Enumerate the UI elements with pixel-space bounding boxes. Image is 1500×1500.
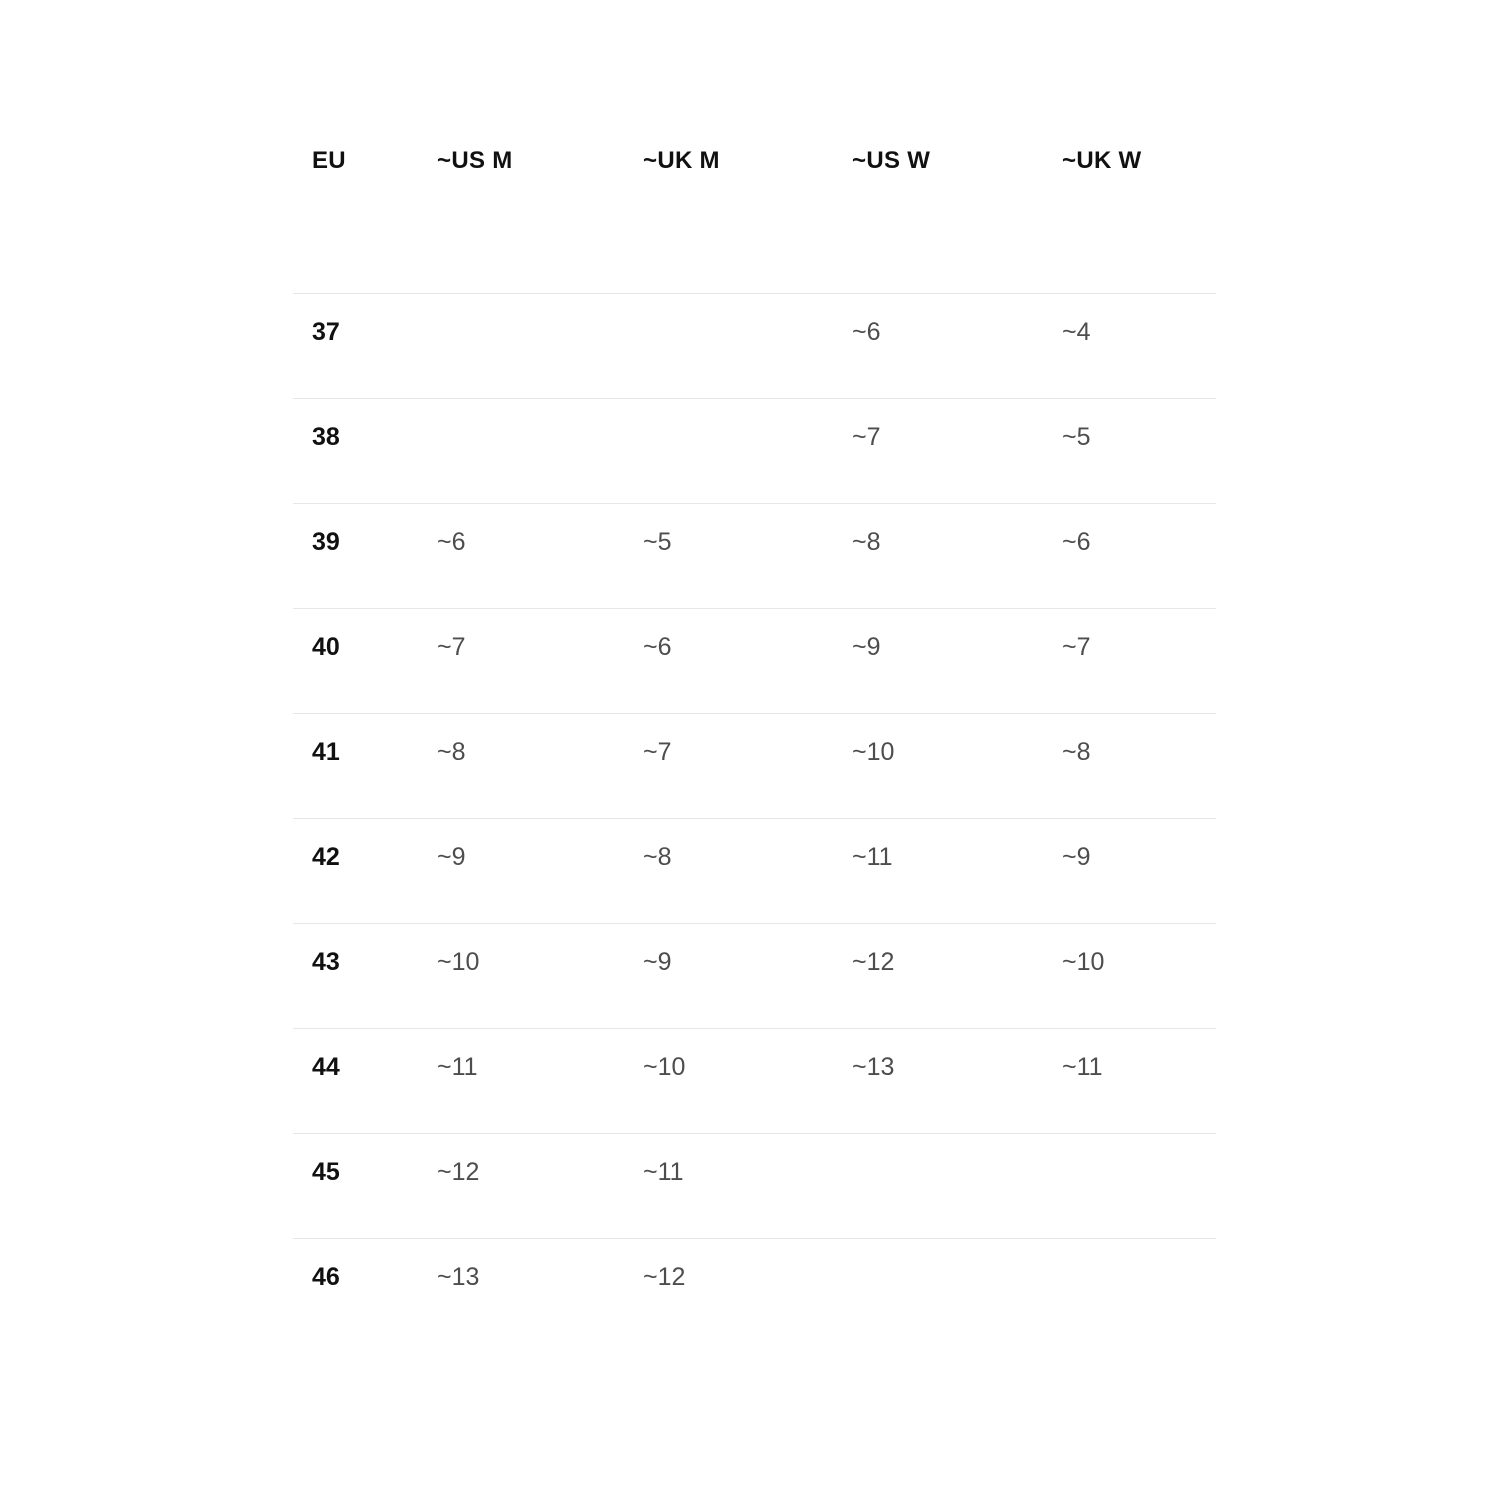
table-row <box>293 398 1216 503</box>
cell-us-w <box>852 1133 1062 1238</box>
column-header-us-w: ~US W <box>852 147 931 174</box>
cell-uk-m <box>643 293 852 398</box>
cell-us-m <box>437 293 643 398</box>
column-header-eu: EU <box>312 147 346 174</box>
cell-eu-size: 45 <box>293 1133 437 1238</box>
header-row <box>293 147 1216 293</box>
cell-us-m: ~12 <box>437 1133 643 1238</box>
cell-eu-size: 41 <box>293 713 437 818</box>
cell-uk-m: ~6 <box>643 608 852 713</box>
size-conversion-table <box>293 147 1216 1343</box>
cell-uk-w <box>1062 1238 1216 1343</box>
cell-uk-m: ~5 <box>643 503 852 608</box>
cell-uk-w: ~11 <box>1062 1028 1216 1133</box>
cell-us-m <box>437 398 643 503</box>
cell-eu-size: 46 <box>293 1238 437 1343</box>
cell-us-m: ~6 <box>437 503 643 608</box>
cell-us-w: ~10 <box>852 713 1062 818</box>
cell-us-m: ~8 <box>437 713 643 818</box>
cell-us-w: ~7 <box>852 398 1062 503</box>
table-row <box>293 293 1216 398</box>
cell-uk-w: ~10 <box>1062 923 1216 1028</box>
cell-us-w: ~11 <box>852 818 1062 923</box>
cell-eu-size: 37 <box>293 293 437 398</box>
cell-uk-m: ~8 <box>643 818 852 923</box>
cell-uk-m: ~7 <box>643 713 852 818</box>
cell-us-m: ~10 <box>437 923 643 1028</box>
column-header-us-m: ~US M <box>437 147 513 174</box>
cell-uk-w: ~7 <box>1062 608 1216 713</box>
cell-uk-w <box>1062 1133 1216 1238</box>
table-row <box>293 1238 1216 1343</box>
table-row <box>293 1028 1216 1133</box>
cell-us-w <box>852 1238 1062 1343</box>
cell-uk-w: ~9 <box>1062 818 1216 923</box>
cell-us-w: ~8 <box>852 503 1062 608</box>
cell-uk-w: ~4 <box>1062 293 1216 398</box>
cell-eu-size: 39 <box>293 503 437 608</box>
cell-uk-m <box>643 398 852 503</box>
cell-us-w: ~9 <box>852 608 1062 713</box>
cell-us-m: ~7 <box>437 608 643 713</box>
cell-eu-size: 42 <box>293 818 437 923</box>
column-header-uk-m: ~UK M <box>643 147 720 174</box>
table-row <box>293 923 1216 1028</box>
cell-uk-w: ~5 <box>1062 398 1216 503</box>
cell-uk-m: ~9 <box>643 923 852 1028</box>
cell-eu-size: 38 <box>293 398 437 503</box>
cell-us-m: ~13 <box>437 1238 643 1343</box>
column-header-uk-w: ~UK W <box>1062 147 1142 174</box>
cell-eu-size: 40 <box>293 608 437 713</box>
cell-us-w: ~12 <box>852 923 1062 1028</box>
cell-us-m: ~11 <box>437 1028 643 1133</box>
cell-uk-w: ~8 <box>1062 713 1216 818</box>
cell-uk-m: ~12 <box>643 1238 852 1343</box>
cell-uk-m: ~11 <box>643 1133 852 1238</box>
cell-uk-m: ~10 <box>643 1028 852 1133</box>
cell-us-w: ~13 <box>852 1028 1062 1133</box>
cell-eu-size: 43 <box>293 923 437 1028</box>
cell-us-w: ~6 <box>852 293 1062 398</box>
table-row <box>293 503 1216 608</box>
table-row <box>293 818 1216 923</box>
cell-uk-w: ~6 <box>1062 503 1216 608</box>
cell-eu-size: 44 <box>293 1028 437 1133</box>
table-row <box>293 713 1216 818</box>
table-row <box>293 608 1216 713</box>
cell-us-m: ~9 <box>437 818 643 923</box>
table-row <box>293 1133 1216 1238</box>
